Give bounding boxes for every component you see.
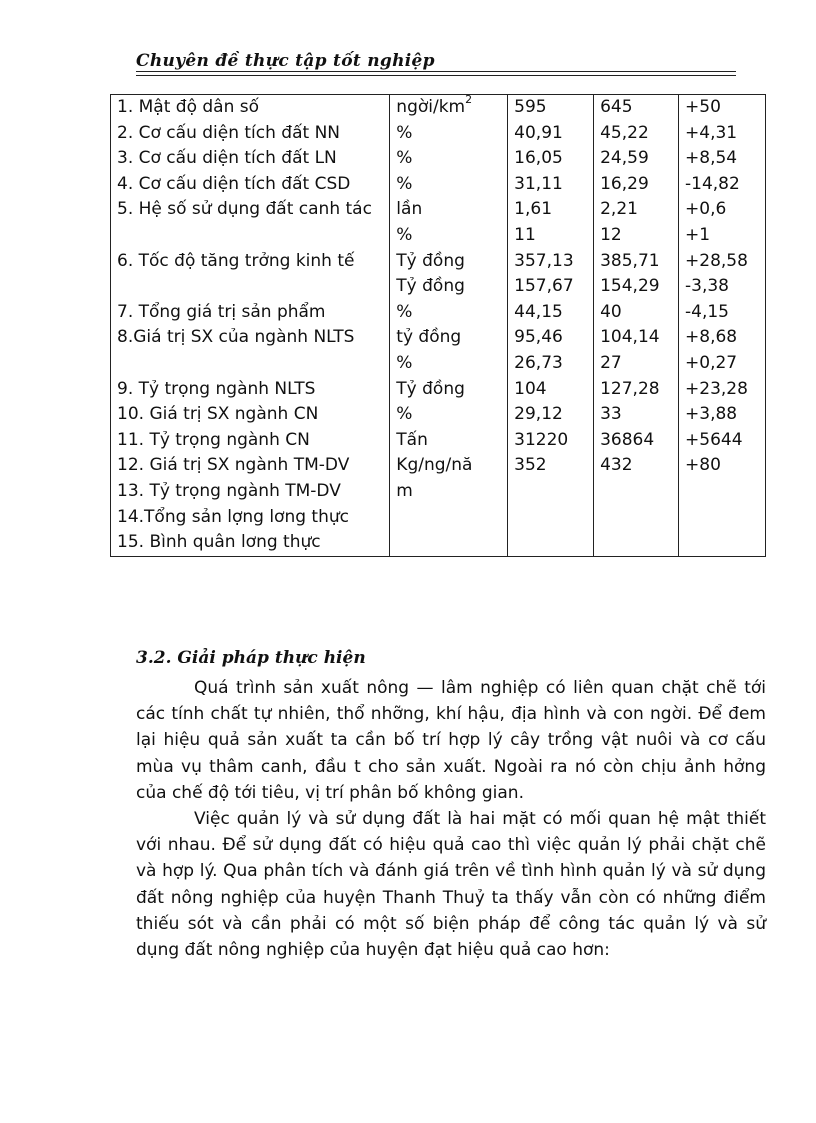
section-title: 3.2. Giải pháp thực hiện xyxy=(136,648,366,668)
cell-text: 24,59 xyxy=(600,148,649,169)
difference-cell xyxy=(679,402,766,428)
value-1-cell xyxy=(508,197,594,248)
cell-text: ngời/km xyxy=(396,97,466,117)
value-2-cell xyxy=(594,249,679,300)
cell-text: 1. Mật độ dân số xyxy=(117,97,260,117)
paragraph: Việc quản lý và sử dụng đất là hai mặt có mối quan hệ mật thiết với nhau. Để sử dụng đất có hiệu quả cao thì việc quản lý phải chặt chẽ và hợp lý. Qua phân tích và đánh giá trên về tình hình quản lý và sử dụng đất nông nghiệp của huyện Thanh Thuỷ ta thấy vẫn còn có những điểm thiếu sót và cần phải có một số biện pháp để công tác quản lý và sử dụng đất nông nghiệp của huyện đạt hiệu quả cao hơn: xyxy=(136,809,766,961)
indicator-table xyxy=(110,94,766,557)
value-2-cell xyxy=(594,197,679,248)
cell-text: Tấn xyxy=(396,429,428,450)
cell-text: Tỷ đồng xyxy=(396,378,465,399)
indicator-cell xyxy=(111,377,390,403)
unit-superscript: 2 xyxy=(465,93,473,106)
table-row xyxy=(111,453,766,556)
cell-text: 26,73 xyxy=(514,352,563,373)
cell-text: 385,71 xyxy=(600,250,660,271)
header-title: Chuyên đề thực tập tốt nghiệp xyxy=(136,51,435,70)
table-row xyxy=(111,95,766,121)
cell-text: 2,21 xyxy=(600,199,638,220)
cell-text: +8,54 xyxy=(685,148,738,169)
cell-text: +3,88 xyxy=(685,404,738,425)
cell-text: 157,67 xyxy=(514,276,574,297)
cell-text: 10. Giá trị SX ngành CN xyxy=(117,404,319,425)
table-row xyxy=(111,402,766,428)
cell-text: % xyxy=(396,352,413,373)
cell-text: 104,14 xyxy=(600,327,660,348)
cell-text: % xyxy=(396,148,413,169)
indicator-cell xyxy=(111,325,390,376)
cell-text: 14.Tổng sản lợng lơng thực xyxy=(117,506,349,527)
unit-cell xyxy=(390,172,508,198)
cell-text: +50 xyxy=(685,97,721,117)
difference-cell xyxy=(679,453,766,556)
indicator-cell xyxy=(111,300,390,326)
cell-text: % xyxy=(396,122,413,143)
cell-text: 127,28 xyxy=(600,378,660,399)
cell-text: 33 xyxy=(600,404,622,425)
cell-text: +28,58 xyxy=(685,250,748,271)
difference-cell xyxy=(679,172,766,198)
difference-cell xyxy=(679,325,766,376)
indicator-cell xyxy=(111,95,390,121)
cell-text: 16,29 xyxy=(600,173,649,194)
value-1-cell xyxy=(508,325,594,376)
indicator-cell xyxy=(111,428,390,454)
difference-cell xyxy=(679,428,766,454)
cell-text: 11. Tỷ trọng ngành CN xyxy=(117,429,310,450)
cell-text: -4,15 xyxy=(685,301,730,322)
cell-text: 5. Hệ số sử dụng đất canh tác xyxy=(117,199,372,220)
value-2-cell xyxy=(594,300,679,326)
unit-cell xyxy=(390,197,508,248)
unit-cell xyxy=(390,300,508,326)
cell-text: +1 xyxy=(685,224,711,245)
cell-text: 7. Tổng giá trị sản phẩm xyxy=(117,301,326,322)
difference-cell xyxy=(679,377,766,403)
value-1-cell xyxy=(508,300,594,326)
value-2-cell xyxy=(594,377,679,403)
cell-text: 40 xyxy=(600,301,622,322)
cell-text: Tỷ đồng xyxy=(396,276,465,297)
indicator-cell xyxy=(111,249,390,300)
paragraph: Quá trình sản xuất nông — lâm nghiệp có liên quan chặt chẽ tới các tính chất tự nhiên, thổ nhỡng, khí hậu, địa hình và con ngời. Để đem lại hiệu quả sản xuất ta cần bố trí hợp lý cây trồng vật nuôi và cơ cấu mùa vụ thâm canh, đầu t cho sản xuất. Ngoài ra nó còn chịu ảnh hởng của chế độ tới tiêu, vị trí phân bố không gian. xyxy=(136,678,766,803)
cell-text: +5644 xyxy=(685,429,743,450)
cell-text: 29,12 xyxy=(514,404,563,425)
cell-text: 8.Giá trị SX của ngành NLTS xyxy=(117,327,355,348)
cell-text: 36864 xyxy=(600,429,655,450)
indicator-cell xyxy=(111,197,390,248)
value-1-cell xyxy=(508,121,594,147)
table-row xyxy=(111,172,766,198)
table-row xyxy=(111,428,766,454)
cell-text: 352 xyxy=(514,455,547,476)
cell-text: 40,91 xyxy=(514,122,563,143)
table-row xyxy=(111,325,766,376)
cell-text: +4,31 xyxy=(685,122,738,143)
indicator-cell xyxy=(111,402,390,428)
table-body xyxy=(111,95,766,557)
indicator-cell xyxy=(111,172,390,198)
table-row xyxy=(111,146,766,172)
cell-text: 357,13 xyxy=(514,250,574,271)
table-row xyxy=(111,249,766,300)
cell-text: % xyxy=(396,224,413,245)
value-2-cell xyxy=(594,325,679,376)
indicator-cell xyxy=(111,121,390,147)
cell-text: 2. Cơ cấu diện tích đất NN xyxy=(117,122,341,143)
unit-cell xyxy=(390,325,508,376)
cell-text: lần xyxy=(396,199,423,220)
indicator-cell xyxy=(111,453,390,556)
unit-cell xyxy=(390,121,508,147)
cell-text: m xyxy=(396,480,413,501)
cell-text: % xyxy=(396,404,413,425)
cell-text: 645 xyxy=(600,97,633,117)
cell-text: 44,15 xyxy=(514,301,563,322)
value-2-cell xyxy=(594,121,679,147)
cell-text: 31220 xyxy=(514,429,569,450)
cell-text: 12. Giá trị SX ngành TM-DV xyxy=(117,455,350,476)
cell-text: 45,22 xyxy=(600,122,649,143)
cell-text: Tỷ đồng xyxy=(396,250,465,271)
cell-text: -14,82 xyxy=(685,173,740,194)
value-2-cell xyxy=(594,428,679,454)
cell-text: 4. Cơ cấu diện tích đất CSD xyxy=(117,173,351,194)
body-text xyxy=(136,675,766,963)
unit-cell xyxy=(390,453,508,556)
table-row xyxy=(111,121,766,147)
value-1-cell xyxy=(508,428,594,454)
cell-text: Kg/ng/nă xyxy=(396,455,473,476)
value-1-cell xyxy=(508,402,594,428)
value-2-cell xyxy=(594,402,679,428)
cell-text: 6. Tốc độ tăng trởng kinh tế xyxy=(117,250,355,271)
value-1-cell xyxy=(508,172,594,198)
cell-text: +0,6 xyxy=(685,199,727,220)
cell-text: 12 xyxy=(600,224,622,245)
table-row xyxy=(111,300,766,326)
cell-text: +80 xyxy=(685,455,721,476)
cell-text: +0,27 xyxy=(685,352,738,373)
cell-text: 104 xyxy=(514,378,547,399)
unit-cell xyxy=(390,377,508,403)
cell-text: % xyxy=(396,173,413,194)
cell-text: 31,11 xyxy=(514,173,563,194)
unit-cell xyxy=(390,428,508,454)
value-2-cell xyxy=(594,95,679,121)
cell-text: -3,38 xyxy=(685,276,730,297)
value-2-cell xyxy=(594,146,679,172)
cell-text: 15. Bình quân lơng thực xyxy=(117,532,321,553)
difference-cell xyxy=(679,121,766,147)
cell-text: % xyxy=(396,301,413,322)
cell-text: 11 xyxy=(514,224,536,245)
difference-cell xyxy=(679,300,766,326)
cell-text: 16,05 xyxy=(514,148,563,169)
value-1-cell xyxy=(508,95,594,121)
cell-text: 3. Cơ cấu diện tích đất LN xyxy=(117,148,337,169)
value-1-cell xyxy=(508,146,594,172)
page-header xyxy=(136,48,736,76)
value-2-cell xyxy=(594,453,679,556)
cell-text: 13. Tỷ trọng ngành TM-DV xyxy=(117,480,341,501)
cell-text: tỷ đồng xyxy=(396,327,462,348)
cell-text: +23,28 xyxy=(685,378,748,399)
difference-cell xyxy=(679,197,766,248)
value-1-cell xyxy=(508,377,594,403)
value-2-cell xyxy=(594,172,679,198)
table-row xyxy=(111,377,766,403)
cell-text: 9. Tỷ trọng ngành NLTS xyxy=(117,378,316,399)
unit-cell xyxy=(390,249,508,300)
difference-cell xyxy=(679,95,766,121)
cell-text: 1,61 xyxy=(514,199,553,220)
value-1-cell xyxy=(508,453,594,556)
difference-cell xyxy=(679,249,766,300)
cell-text: 27 xyxy=(600,352,622,373)
header-rule xyxy=(136,71,736,76)
cell-text: 95,46 xyxy=(514,327,563,348)
table-row xyxy=(111,197,766,248)
unit-cell xyxy=(390,95,508,121)
cell-text: 154,29 xyxy=(600,276,660,297)
cell-text: 595 xyxy=(514,97,547,117)
unit-cell xyxy=(390,146,508,172)
difference-cell xyxy=(679,146,766,172)
cell-text: 432 xyxy=(600,455,633,476)
unit-cell xyxy=(390,402,508,428)
cell-text: +8,68 xyxy=(685,327,738,348)
indicator-cell xyxy=(111,146,390,172)
value-1-cell xyxy=(508,249,594,300)
